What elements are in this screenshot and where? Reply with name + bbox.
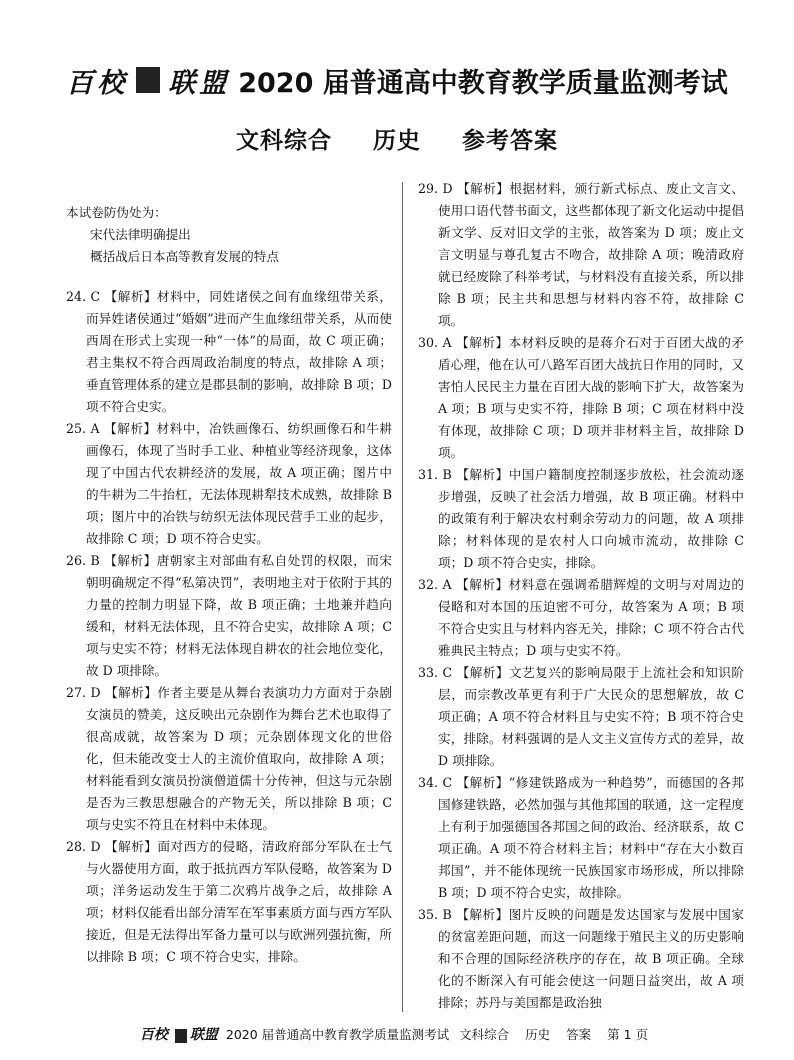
answer-item: 30. A 【解析】本材料反映的是蒋介石对于百团大战的矛盾心理，他在认可八路军百团大战抗日作用的同时，又害怕人民民主力量在百团大战的影响下扩大，故答案为 A 项；B 项与史实不符，排除 B 项；C 项在材料中没有体现，故排除 C 项；D 项并非材料主旨，故排除 D 项。	[418, 335, 744, 460]
answer-item: 28. D 【解析】面对西方的侵略，清政府部分军队在士气与火器使用方面，敢于抵抗西方军队侵略，故答案为 D 项；洋务运动发生于第二次鸦片战争之后，故排除 A 项；材料仅能看出部分清军在军事素质方面与西方军队接近，但是无法得出军备力量可以与欧洲列强抗衡，所以排除 B 项；C 项不符合史实，排除。	[66, 839, 392, 964]
answer-item: 34. C 【解析】“修建铁路成为一种趋势”，而德国的各邦国修建铁路，必然加强与其他邦国的联通，这一定程度上有利于加强德国各邦国之间的政治、经济联系，故 C 项正确。A 项不符合材料主旨；材料中“存在大小数百邦国”，并不能体现统一民族国家市场形成，所以排除 B 项；D 项不符合史实，故排除。	[418, 775, 744, 900]
title-row	[0, 60, 794, 100]
footer-brand-left: 百校	[139, 1027, 168, 1043]
subtitle-subject: 文科综合	[235, 128, 332, 154]
answer-item: 26. B 【解析】唐朝家主对部曲有私自处罚的权限，而宋朝明确规定不得“私第决罚”，表明地主对于依附于其的力量的控制力明显下降，故 B 项正确；土地兼并趋向缓和，材料无法体现，且不符合史实，故排除 A 项；C 项与史实不符；材料无法体现自耕农的社会地位变化，故 D 项排除。	[66, 553, 392, 678]
left-column	[66, 178, 392, 968]
brand-logo-left: 百校	[66, 67, 129, 99]
footer-page-number: 第 1 页	[607, 1027, 649, 1042]
footer-subject: 文科综合	[459, 1027, 510, 1042]
anti-fake-heading: 本试卷防伪处为：	[66, 205, 167, 220]
answer-item: 33. C 【解析】文艺复兴的影响局限于上流社会和知识阶层，而宗教改革更有利于广大民众的思想解放，故 C 项正确；A 项不符合材料且与史实不符；B 项不符合史实，排除。材料强调的是人文主义宣传方式的差异，故 D 项排除。	[418, 665, 745, 768]
answer-item: 35. B 【解析】图片反映的问题是发达国家与发展中国家的贫富差距问题，而这一问题缘于殖民主义的历史影响和不合理的国际经济秩序的存在，故 B 项正确。全球化的不断深入有可能会使这一问题日益突出，故 A 项排除；苏丹与美国都是政治独	[418, 907, 744, 1010]
page-title: 2020 届普通高中教育教学质量监测考试	[238, 67, 728, 99]
footer-history: 历史	[525, 1027, 551, 1042]
footer-brand-right: 联盟	[189, 1027, 218, 1043]
subtitle-answers: 参考答案	[462, 128, 559, 154]
answer-item: 27. D 【解析】作者主要是从舞台表演功力方面对于杂剧女演员的赞美，这反映出元杂剧作为舞台艺术也取得了很高成就，故答案为 D 项；元杂剧体现文化的世俗化，但未能改变士人的主流价值取向，故排除 A 项；材料能看到女演员扮演僧道儒十分传神，但这与元杂剧是否为三教思想融合的产物无关，所以排除 B 项；C 项与史实不符且在材料中未体现。	[66, 685, 392, 832]
answer-item: 31. B 【解析】中国户籍制度控制逐步放松，社会流动逐步增强，反映了社会活力增强，故 B 项正确。材料中的政策有利于解决农村剩余劳动力的问题，故 A 项排除；材料体现的是农村人口向城市流动，故排除 C 项；D 项不符合史实，排除。	[418, 467, 744, 570]
brand-seal-icon	[136, 67, 160, 93]
column-divider	[402, 182, 403, 1012]
anti-fake-line-1: 宋代法律明确提出	[90, 227, 191, 242]
subtitle-history: 历史	[373, 128, 421, 154]
page-footer	[0, 1024, 794, 1044]
answer-item: 25. A 【解析】材料中，冶铁画像石、纺织画像石和牛耕画像石，体现了当时手工业、种植业等经济现象，这体现了中国古代农耕经济的发展，故 A 项正确；图片中的牛耕为二牛抬杠，无法体现耕犁技术成熟，故排除 B 项；图片中的冶铁与纺织无法体现民营手工业的起步，故排除 C 项；D 项不符合史实。	[66, 421, 392, 546]
brand-logo-right: 联盟	[168, 67, 231, 99]
answer-item: 32. A 【解析】材料意在强调希腊辉煌的文明与对周边的侵略和对本国的压迫密不可分，故答案为 A 项；B 项不符合史实且与材料内容无关，排除；C 项不符合古代雅典民主特点；D 项与史实不符。	[418, 577, 744, 658]
right-column	[418, 178, 744, 1014]
footer-title: 2020 届普通高中教育教学质量监测考试	[225, 1027, 450, 1042]
anti-fake-line-2: 概括战后日本高等教育发展的特点	[90, 249, 279, 264]
footer-answers: 答案	[566, 1027, 592, 1042]
footer-seal-icon	[175, 1029, 187, 1043]
page-subtitle	[0, 122, 794, 155]
answer-item: 24. C 【解析】材料中，同姓诸侯之间有血缘纽带关系，而异姓诸侯通过“婚姻”进而产生血缘纽带关系，从而使西周在形式上实现一种“一体”的局面，故 C 项正确；君主集权不符合西周政治制度的特点，故排除 A 项；垂直管理体系的建立是郡县制的影响，故排除 B 项；D 项不符合史实。	[66, 289, 393, 414]
answer-item: 29. D 【解析】根据材料，颁行新式标点、废止文言文、使用口语代替书面文，这些都体现了新文化运动中提倡新文学、反对旧文学的主张，故答案为 D 项；废止文言文明显与尊孔复古不吻合，故排除 A 项；晚清政府就已经废除了科举考试，与材料没有直接关系，所以排除 B 项；民主共和思想与材料内容不符，故排除 C 项。	[418, 181, 744, 328]
page-header	[0, 60, 794, 155]
